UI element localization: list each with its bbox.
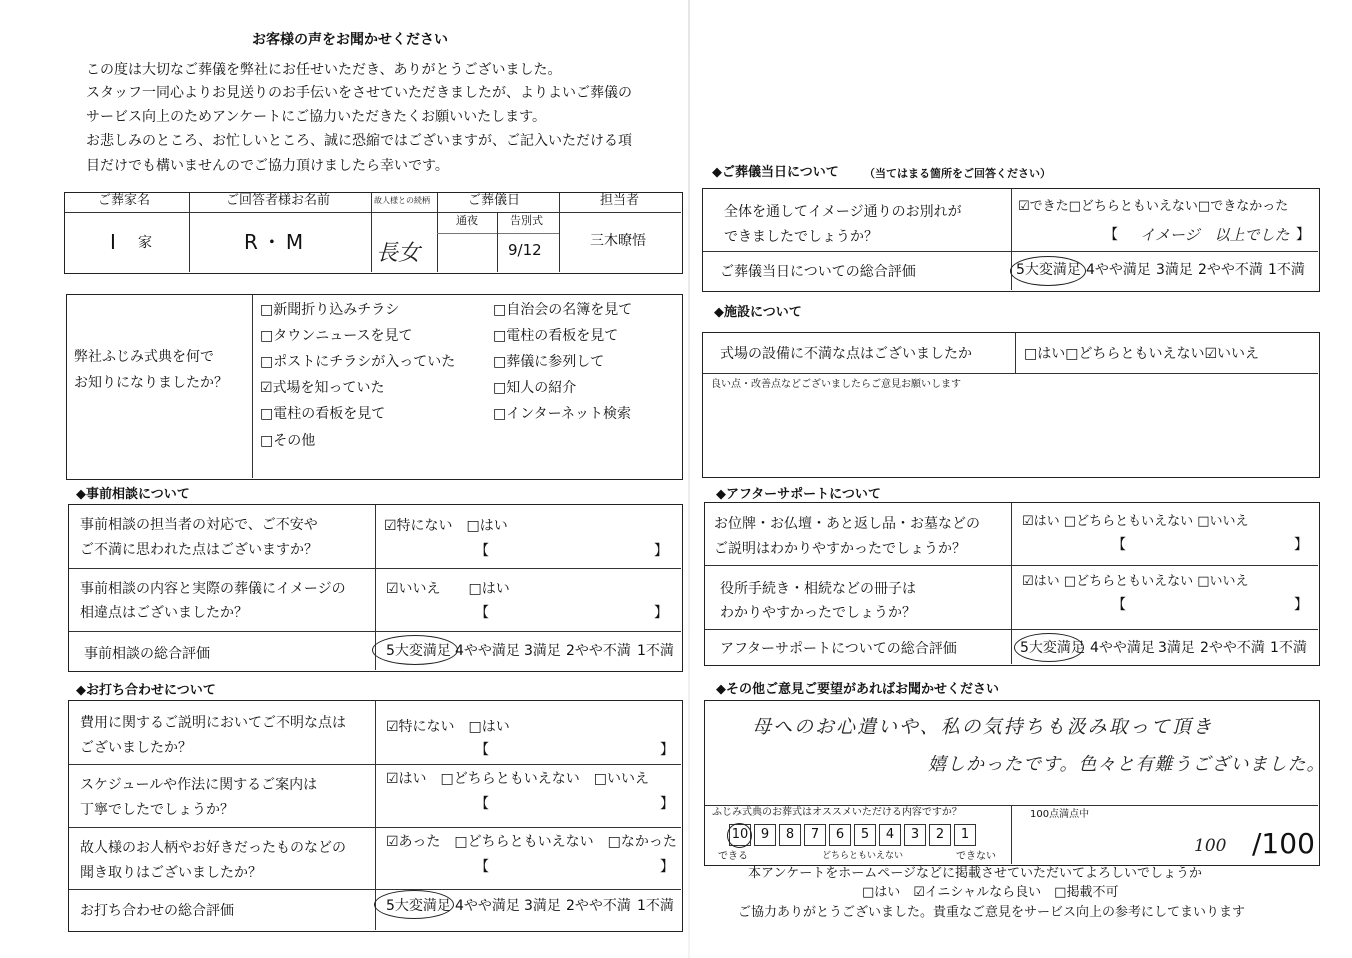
respondent-name: R・M xyxy=(244,230,308,254)
meeting-heading: ◆お打ち合わせについて xyxy=(76,683,216,698)
meeting-q2-line2: 丁寧でしたでしょうか？ xyxy=(80,802,234,818)
bracket-close: 】 xyxy=(660,796,674,812)
bracket-open: 【 xyxy=(475,605,489,621)
bracket-close: 】 xyxy=(660,859,674,875)
facility-q1-answer[interactable]: □はい□どちらともいえない☑いいえ xyxy=(1024,346,1260,362)
facility-heading: ◆施設について xyxy=(714,305,802,320)
intro-line-5: 目だけでも構いませんのでご協力頂けましたら幸いです。 xyxy=(86,158,449,174)
source-option[interactable]: □葬儀に参列して xyxy=(493,354,605,370)
meeting-q3-line1: 故人様のお人柄やお好きだったものなどの xyxy=(80,840,346,856)
intro-line-1: この度は大切なご葬儀を弊社にお任せいただき、ありがとうございました。 xyxy=(86,62,562,78)
intro-line-2: スタッフ一同心よりお見送りのお手伝いをさせていただきましたが、よりよいご葬儀の xyxy=(86,85,632,101)
page-fold xyxy=(688,0,690,958)
source-option[interactable]: □電柱の看板を見て xyxy=(260,406,386,422)
funeral-day-q1-line1: 全体を通してイメージ通りのお別れが xyxy=(724,204,962,220)
selected-rating-circle xyxy=(1014,633,1084,662)
staff-name: 三木暸悟 xyxy=(590,233,646,249)
source-option[interactable]: □電柱の看板を見て xyxy=(493,328,619,344)
rating-option[interactable]: 1不満 xyxy=(637,643,674,659)
page-title: お客様の声をお聞かせください xyxy=(252,32,448,48)
consult-q2-line1: 事前相談の内容と実際の葬儀にイメージの xyxy=(80,581,346,597)
funeral-day-q1-comment: イメージ 以上でした xyxy=(1140,226,1290,244)
meeting-q1-answer[interactable]: ☑特にない □はい xyxy=(386,719,510,735)
source-option[interactable]: ☑式場を知っていた xyxy=(260,380,385,396)
after-q1-line1: お位牌・お仏壇・あと返し品・お墓などの xyxy=(714,516,980,532)
source-option[interactable]: □新聞折り込みチラシ xyxy=(260,302,400,318)
rating-option[interactable]: 1不満 xyxy=(637,898,674,914)
bracket-close: 】 xyxy=(1294,597,1308,613)
meeting-q1-line1: 費用に関するご説明においてご不明な点は xyxy=(80,715,346,731)
rating-option[interactable]: 4やや満足 xyxy=(455,898,520,914)
rating-option[interactable]: 5大変満足 xyxy=(386,643,451,659)
publish-question: 本アンケートをホームページなどに掲載させていただいてよろしいでしょうか xyxy=(748,866,1202,881)
after-q3: アフターサポートについての総合評価 xyxy=(720,641,957,657)
consult-q3: 事前相談の総合評価 xyxy=(84,646,210,662)
source-option[interactable]: □知人の紹介 xyxy=(493,380,577,396)
after-q2-line2: わかりやすかったでしょうか？ xyxy=(720,605,916,621)
bracket-open: 【 xyxy=(1104,227,1118,243)
rating-option[interactable]: 3満足 xyxy=(524,898,561,914)
consult-q1-line1: 事前相談の担当者の対応で、ご不安や xyxy=(80,517,318,533)
funeral-day-q1-line2: できましたでしょうか？ xyxy=(724,229,878,245)
meeting-q3-answer[interactable]: ☑あった □どちらともいえない □なかった xyxy=(386,834,677,850)
recommend-option[interactable]: 9 xyxy=(754,824,776,846)
other-comment-line2: 嬉しかったです。色々と有難うございました。 xyxy=(928,754,1326,775)
rating-option[interactable]: 4やや満足 xyxy=(455,643,520,659)
family-name: I xyxy=(110,230,116,254)
consult-q1-answer[interactable]: ☑特にない □はい xyxy=(384,518,508,534)
selected-rating-circle xyxy=(374,890,454,919)
consult-heading: ◆事前相談について xyxy=(76,487,190,502)
recommend-option[interactable]: 6 xyxy=(829,824,851,846)
rating-option[interactable]: 2やや不満 xyxy=(1198,262,1263,278)
selected-rating-circle xyxy=(372,635,458,665)
funeral-day-heading-note: （当てはまる箇所をご回答ください） xyxy=(864,167,1051,180)
header-funeral: 告別式 xyxy=(510,214,543,227)
header-date: ご葬儀日 xyxy=(468,193,521,208)
rating-option[interactable]: 2やや不満 xyxy=(1200,640,1265,656)
recommend-option[interactable]: 10 xyxy=(729,824,751,846)
recommend-label-mid: どちらともいえない xyxy=(822,851,904,861)
meeting-q2-answer[interactable]: ☑はい □どちらともいえない □いいえ xyxy=(386,771,650,787)
funeral-date-value: 9/12 xyxy=(508,241,542,259)
rating-option[interactable]: 2やや不満 xyxy=(566,898,631,914)
meeting-q3-line2: 聞き取りはございましたか？ xyxy=(80,865,262,881)
recommend-option[interactable]: 7 xyxy=(804,824,826,846)
bracket-open: 【 xyxy=(475,796,489,812)
header-staff: 担当者 xyxy=(600,193,640,208)
source-option[interactable]: □インターネット検索 xyxy=(493,406,631,422)
facility-note: 良い点・改善点などございましたらご意見お願いします xyxy=(711,379,961,390)
other-comment-line1: 母へのお心遣いや、私の気持ちも汲み取って頂き xyxy=(752,716,1214,738)
bracket-open: 【 xyxy=(475,742,489,758)
rating-option[interactable]: 1不満 xyxy=(1268,262,1305,278)
rating-option[interactable]: 3満足 xyxy=(524,643,561,659)
other-heading: ◆その他ご意見ご要望があればお聞かせください xyxy=(716,682,999,697)
rating-option[interactable]: 4やや満足 xyxy=(1086,262,1151,278)
recommend-option[interactable]: 4 xyxy=(879,824,901,846)
source-option[interactable]: □タウンニュースを見て xyxy=(260,328,413,344)
thanks-text: ご協力ありがとうございました。貴重なご意見をサービス向上の参考にしてまいります xyxy=(738,905,1246,920)
relation-value: 長女 xyxy=(376,241,421,266)
facility-q1: 式場の設備に不満な点はございましたか xyxy=(720,346,972,362)
score-value: 100 xyxy=(1194,836,1227,856)
rating-option[interactable]: 3満足 xyxy=(1156,262,1193,278)
after-q1-answer[interactable]: ☑はい □どちらともいえない □いいえ xyxy=(1022,514,1249,529)
recommend-option[interactable]: 8 xyxy=(779,824,801,846)
rating-option[interactable]: 5大変満足 xyxy=(1016,262,1081,278)
recommend-option[interactable]: 1 xyxy=(954,824,976,846)
after-q2-line1: 役所手続き・相続などの冊子は xyxy=(720,581,916,597)
source-option[interactable]: □自治会の名簿を見て xyxy=(493,302,633,318)
intro-line-4: お悲しみのところ、お忙しいところ、誠に恐縮ではございますが、ご記入いただける項 xyxy=(86,133,632,149)
bracket-close: 】 xyxy=(1294,537,1308,553)
consult-q1-line2: ご不満に思われた点はございますか？ xyxy=(80,542,318,558)
score-label: 100点満点中 xyxy=(1030,809,1090,820)
bracket-open: 【 xyxy=(475,859,489,875)
recommend-question: ふじみ式典のお葬式はオススメいただける内容ですか？ xyxy=(712,807,962,818)
header-respondent: ご回答者様お名前 xyxy=(226,193,331,208)
family-suffix: 家 xyxy=(138,235,152,251)
after-q2-answer[interactable]: ☑はい □どちらともいえない □いいえ xyxy=(1022,574,1249,589)
recommend-option[interactable]: 3 xyxy=(904,824,926,846)
selected-rating-circle xyxy=(1010,256,1086,286)
meeting-q2-line1: スケジュールや作法に関するご案内は xyxy=(80,777,318,793)
rating-option[interactable]: 4やや満足 xyxy=(1090,640,1155,656)
meeting-q4: お打ち合わせの総合評価 xyxy=(80,903,234,919)
consult-q2-line2: 相違点はございましたか？ xyxy=(80,605,248,621)
funeral-day-q2: ご葬儀当日についての総合評価 xyxy=(720,264,916,280)
bracket-close: 】 xyxy=(660,742,674,758)
intro-line-3: サービス向上のためアンケートにご協力いただきたくお願いいたします。 xyxy=(86,109,547,125)
after-q1-line2: ご説明はわかりやすかったでしょうか？ xyxy=(714,541,966,557)
recommend-label-right: できない xyxy=(956,851,996,862)
source-option[interactable]: □ポストにチラシが入っていた xyxy=(260,354,456,370)
rating-option[interactable]: 5大変満足 xyxy=(1020,640,1085,656)
bracket-close: 】 xyxy=(654,605,668,621)
header-wake: 通夜 xyxy=(456,214,478,227)
source-option[interactable]: □その他 xyxy=(260,433,316,449)
source-question-1: 弊社ふじみ式典を何で xyxy=(74,349,214,365)
source-question-2: お知りになりましたか？ xyxy=(74,375,228,391)
recommend-label-left: できる xyxy=(718,851,748,862)
recommend-option[interactable]: 2 xyxy=(929,824,951,846)
bracket-open: 【 xyxy=(475,543,489,559)
rating-option[interactable]: 1不満 xyxy=(1270,640,1307,656)
bracket-close: 】 xyxy=(654,543,668,559)
meeting-q1-line2: ございましたか？ xyxy=(80,740,192,756)
selected-score-circle xyxy=(727,823,752,848)
header-family: ご葬家名 xyxy=(98,193,151,208)
header-relation: 故人様との続柄 xyxy=(374,196,430,205)
score-total: /100 xyxy=(1252,827,1315,860)
consult-q2-answer[interactable]: ☑いいえ □はい xyxy=(386,581,510,597)
bracket-close: 】 xyxy=(1296,227,1310,243)
rating-option[interactable]: 5大変満足 xyxy=(386,898,451,914)
funeral-day-heading: ◆ご葬儀当日について xyxy=(712,165,839,180)
bracket-open: 【 xyxy=(1112,597,1126,613)
publish-answer[interactable]: □はい ☑イニシャルなら良い □掲載不可 xyxy=(862,885,1119,900)
after-heading: ◆アフターサポートについて xyxy=(716,487,881,502)
bracket-open: 【 xyxy=(1112,537,1126,553)
funeral-day-q1-answer[interactable]: ☑できた□どちらともいえない□できなかった xyxy=(1018,199,1289,214)
rating-option[interactable]: 3満足 xyxy=(1158,640,1195,656)
rating-option[interactable]: 2やや不満 xyxy=(566,643,631,659)
recommend-option[interactable]: 5 xyxy=(854,824,876,846)
